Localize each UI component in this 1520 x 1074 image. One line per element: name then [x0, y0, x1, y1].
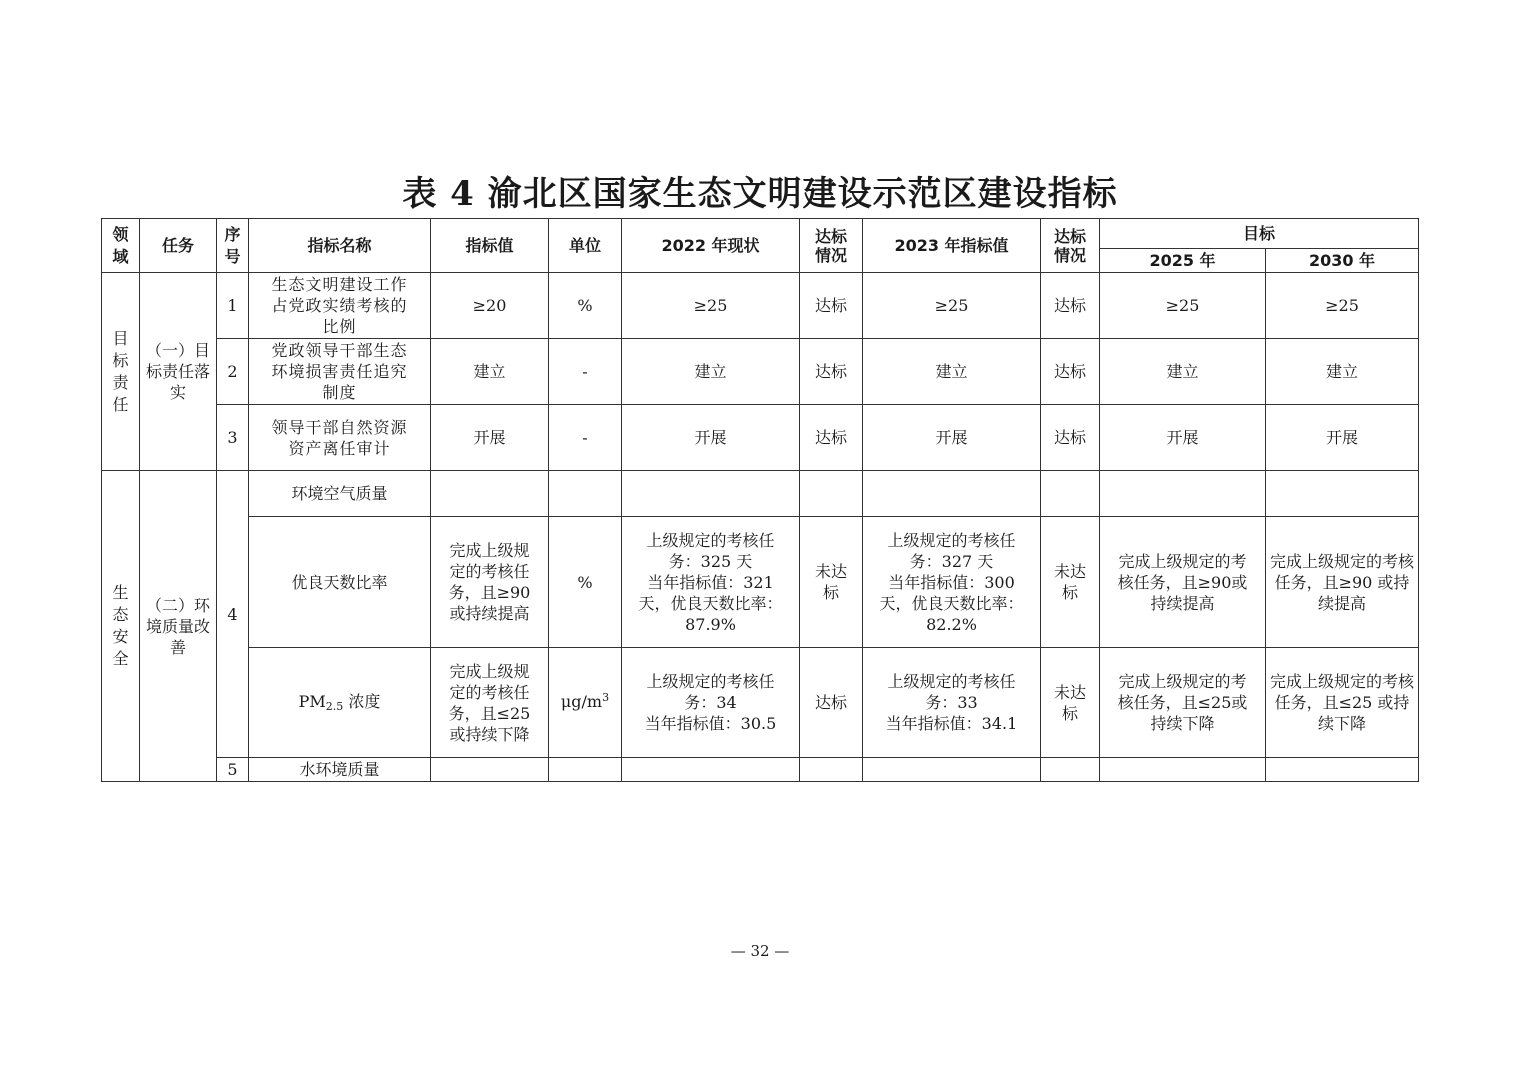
empty-cell — [1100, 471, 1266, 517]
empty-cell — [863, 758, 1041, 782]
header-status-2022: 2022 年现状 — [622, 219, 800, 273]
target-2023-cell: 上级规定的考核任务：327 天 当年指标值：300 天，优良天数比率：82.2% — [863, 517, 1041, 648]
header-task: 任务 — [140, 219, 217, 273]
seq-cell: 3 — [217, 405, 249, 471]
target-2023-cell: 上级规定的考核任务：33 当年指标值：34.1 — [863, 648, 1041, 758]
met-cell: 达标 — [800, 339, 863, 405]
page-number: — 32 — — [730, 942, 790, 960]
header-domain: 领域 — [102, 219, 140, 273]
met-cell: 未达标 — [1041, 648, 1100, 758]
header-met-2: 达标情况 — [1041, 219, 1100, 273]
empty-cell — [549, 758, 622, 782]
table-row — [102, 517, 1419, 648]
empty-cell — [863, 471, 1041, 517]
seq-cell: 1 — [217, 273, 249, 339]
status-2022-cell: 开展 — [622, 405, 800, 471]
table-row — [102, 648, 1419, 758]
indicator-value-cell: 完成上级规定的考核任务，且≥90或持续提高 — [431, 517, 549, 648]
indicator-name-cell: 优良天数比率 — [249, 517, 431, 648]
met-cell: 达标 — [800, 405, 863, 471]
unit-cell: - — [549, 405, 622, 471]
indicator-name-cell: 水环境质量 — [249, 758, 431, 782]
goal-2025-cell: ≥25 — [1100, 273, 1266, 339]
indicator-value-cell: 完成上级规定的考核任务，且≤25或持续下降 — [431, 648, 549, 758]
indicator-name-cell: 领导干部自然资源资产离任审计 — [249, 405, 431, 471]
header-met-1: 达标情况 — [800, 219, 863, 273]
seq-cell: 2 — [217, 339, 249, 405]
unit-cell: $\mu g/m^3$ — [549, 648, 622, 758]
empty-cell — [800, 471, 863, 517]
goal-2025-cell: 完成上级规定的考核任务，且≤25或持续下降 — [1100, 648, 1266, 758]
met-cell: 未达标 — [1041, 517, 1100, 648]
goal-2030-cell: 完成上级规定的考核任务，且≥90 或持续提高 — [1266, 517, 1419, 648]
empty-cell — [1266, 758, 1419, 782]
goal-2030-cell: 开展 — [1266, 405, 1419, 471]
status-2022-cell: 上级规定的考核任务：34 当年指标值：30.5 — [622, 648, 800, 758]
goal-2025-cell: 建立 — [1100, 339, 1266, 405]
status-2022-cell: 建立 — [622, 339, 800, 405]
empty-cell — [1041, 471, 1100, 517]
indicator-name-cell: 党政领导干部生态环境损害责任追究制度 — [249, 339, 431, 405]
goal-2030-cell: ≥25 — [1266, 273, 1419, 339]
met-cell: 未达标 — [800, 517, 863, 648]
empty-cell — [549, 471, 622, 517]
domain-cell: 目标责任 — [102, 273, 140, 471]
header-unit: 单位 — [549, 219, 622, 273]
indicator-value-cell: ≥20 — [431, 273, 549, 339]
empty-cell — [1041, 758, 1100, 782]
header-target-2023: 2023 年指标值 — [863, 219, 1041, 273]
empty-cell — [1100, 758, 1266, 782]
indicator-name-cell: 环境空气质量 — [249, 471, 431, 517]
table-row — [102, 339, 1419, 405]
task-cell: （二）环境质量改善 — [140, 471, 217, 782]
table-row — [102, 758, 1419, 782]
unit-cell: % — [549, 517, 622, 648]
indicator-name-cell: 生态文明建设工作占党政实绩考核的比例 — [249, 273, 431, 339]
header-goal-2025: 2025 年 — [1100, 249, 1266, 273]
seq-cell: 5 — [217, 758, 249, 782]
empty-cell — [431, 471, 549, 517]
header-indicator-name: 指标名称 — [249, 219, 431, 273]
met-cell: 达标 — [800, 648, 863, 758]
met-cell: 达标 — [800, 273, 863, 339]
seq-cell: 4 — [217, 471, 249, 758]
met-cell: 达标 — [1041, 405, 1100, 471]
domain-cell: 生态安全 — [102, 471, 140, 782]
indicator-value-cell: 建立 — [431, 339, 549, 405]
table-row — [102, 471, 1419, 517]
unit-cell: - — [549, 339, 622, 405]
header-goal: 目标 — [1100, 219, 1419, 249]
empty-cell — [622, 758, 800, 782]
empty-cell — [1266, 471, 1419, 517]
table-row — [102, 273, 1419, 339]
header-indicator-value: 指标值 — [431, 219, 549, 273]
met-cell: 达标 — [1041, 273, 1100, 339]
goal-2030-cell: 建立 — [1266, 339, 1419, 405]
goal-2025-cell: 开展 — [1100, 405, 1266, 471]
indicator-value-cell: 开展 — [431, 405, 549, 471]
empty-cell — [431, 758, 549, 782]
header-goal-2030: 2030 年 — [1266, 249, 1419, 273]
header-seq: 序号 — [217, 219, 249, 273]
met-cell: 达标 — [1041, 339, 1100, 405]
target-2023-cell: 建立 — [863, 339, 1041, 405]
empty-cell — [622, 471, 800, 517]
indicator-table — [101, 218, 1419, 782]
goal-2025-cell: 完成上级规定的考核任务，且≥90或持续提高 — [1100, 517, 1266, 648]
unit-cell: % — [549, 273, 622, 339]
task-cell: （一）目标责任落实 — [140, 273, 217, 471]
indicator-name-cell: PM2.5 浓度 — [249, 648, 431, 758]
target-2023-cell: ≥25 — [863, 273, 1041, 339]
table-title: 表 4 渝北区国家生态文明建设示范区建设指标 — [402, 174, 1118, 214]
table-row — [102, 405, 1419, 471]
status-2022-cell: ≥25 — [622, 273, 800, 339]
target-2023-cell: 开展 — [863, 405, 1041, 471]
status-2022-cell: 上级规定的考核任务：325 天 当年指标值：321 天，优良天数比率：87.9% — [622, 517, 800, 648]
goal-2030-cell: 完成上级规定的考核任务，且≤25 或持续下降 — [1266, 648, 1419, 758]
empty-cell — [800, 758, 863, 782]
